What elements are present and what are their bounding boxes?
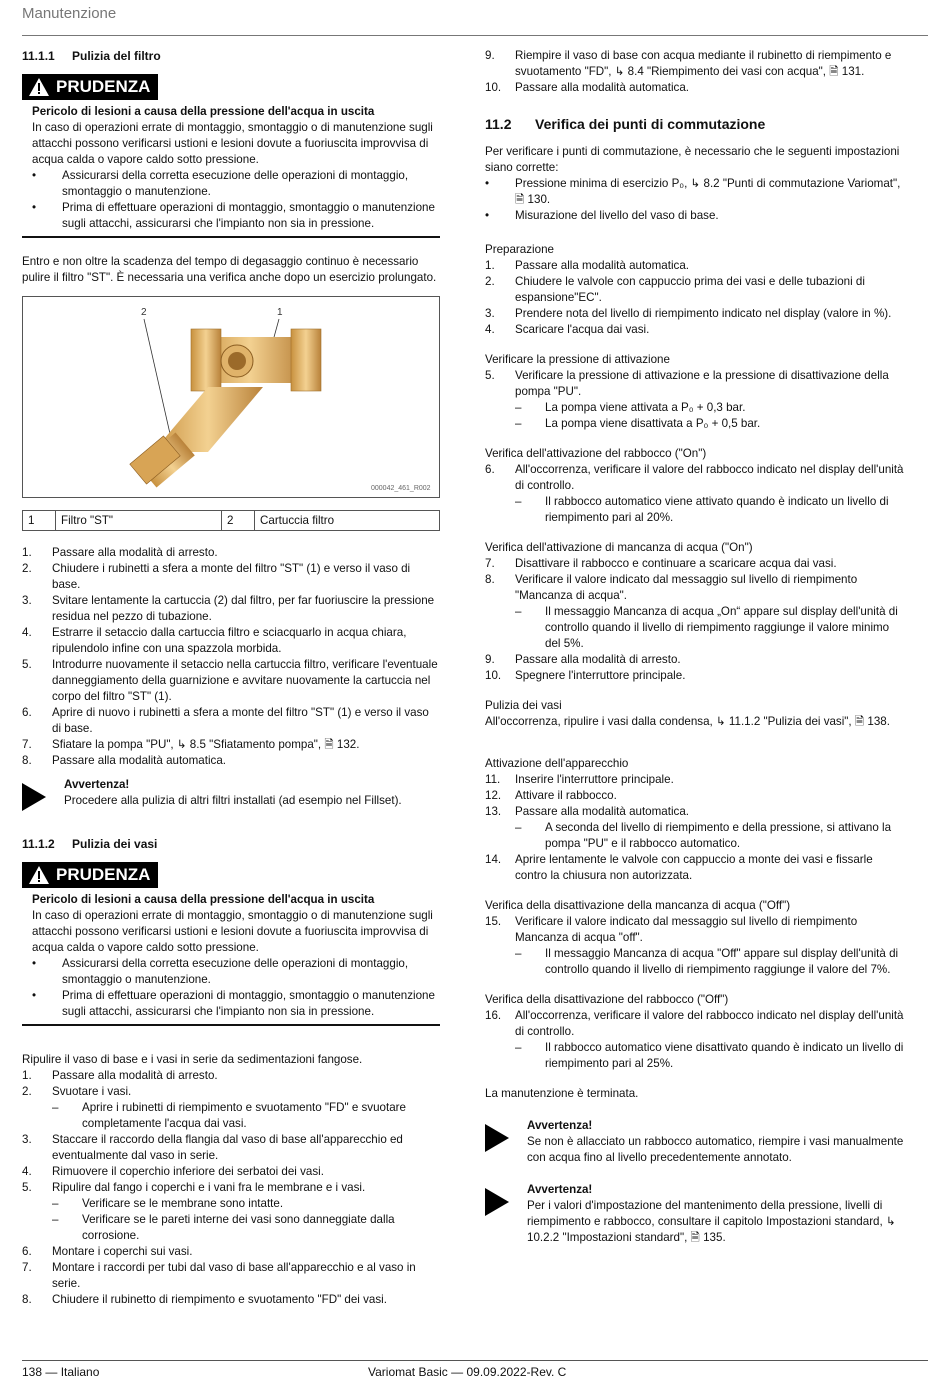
- subheading: Verifica della disattivazione del rabbocco ("Off"): [485, 993, 729, 1006]
- step-text: Prendere nota del livello di riempimento indicato nel display (valore in %).: [515, 307, 892, 320]
- step-text: Montare i coperchi sui vasi.: [52, 1245, 193, 1258]
- note-body: Procedere alla pulizia di altri filtri installati (ad esempio nel Fillset).: [64, 794, 402, 807]
- callout-1: 1: [277, 307, 283, 318]
- subheading: Attivazione dell'apparecchio: [485, 757, 629, 770]
- step-text: Svuotare i vasi.: [52, 1085, 132, 1098]
- step-number: 8.: [22, 754, 32, 767]
- sub-text: Il rabbocco automatico viene attivato quando è indicato un livello di riempimento pari al 20%.: [545, 495, 889, 524]
- bullet-text: Assicurarsi della corretta esecuzione delle operazioni di montaggio, smontaggio o manutenzione.: [62, 957, 409, 986]
- step-text: Ripulire dal fango i coperchi e i vani fra le membrane e i vasi.: [52, 1181, 366, 1194]
- step-number: 3.: [22, 594, 32, 607]
- sub-text: Il messaggio Mancanza di acqua „On“ appare sul display dell'unità di controllo quando il livello di riempimento raggiunge il valore minimo del 5%.: [545, 605, 898, 650]
- list-item: 1. Passare alla modalità automatica.: [485, 259, 689, 272]
- step-text: Passare alla modalità automatica.: [52, 754, 226, 767]
- note-title: Avvertenza!: [64, 778, 130, 791]
- list-item: 9. Riempire il vaso di base con acqua mediante il rubinetto di riempimento e svuotamento "FD", ↳ 8.4 "Riempimento dei vasi con acqua", 🗎 131.: [485, 48, 905, 80]
- list-item: 8. Verificare il valore indicato dal messaggio sul livello di riempimento "Mancanza di acqua".: [485, 572, 905, 604]
- step-text: Svitare lentamente la cartuccia (2) dal filtro, per far fuoriuscire la pressione residua nel pezzo di tubazione.: [52, 594, 435, 623]
- subheading: Verifica dell'attivazione del rabbocco ("On"): [485, 447, 707, 460]
- list-item: 5. Ripulire dal fango i coperchi e i vani fra le membrane e i vasi.: [22, 1181, 366, 1194]
- step-text: All'occorrenza, verificare il valore del rabbocco indicato nel display dell'unità di controllo.: [515, 463, 904, 492]
- list-item: 7. Disattivare il rabbocco e continuare a scaricare acqua dai vasi.: [485, 557, 837, 570]
- step-text: Passare alla modalità automatica.: [515, 81, 689, 94]
- sub-text: La pompa viene disattivata a P₀ + 0,5 bar.: [545, 417, 761, 430]
- callout-2: 2: [141, 307, 147, 318]
- step-text: Chiudere le valvole con cappuccio prima dei vasi e delle tubazioni di espansione"EC".: [515, 275, 865, 304]
- legend-text: Cartuccia filtro: [255, 511, 440, 531]
- sub-item: – La pompa viene attivata a P₀ + 0,3 bar.: [515, 401, 746, 414]
- sub-text: Il rabbocco automatico viene disattivato quando è indicato un livello di riempimento pari al 25%.: [545, 1041, 904, 1070]
- step-text: Passare alla modalità di arresto.: [515, 653, 681, 666]
- step-text: Aprire di nuovo i rubinetti a sfera a monte del filtro "ST" (1) e verso il vaso di base.: [52, 706, 429, 735]
- caution-badge: [22, 74, 158, 100]
- warning-triangle-icon: [28, 865, 50, 885]
- caution-label: PRUDENZA: [56, 865, 151, 884]
- play-arrow-icon: [485, 1188, 509, 1216]
- sub-item: – Verificare se le membrane sono intatte.: [52, 1197, 284, 1210]
- subheading: Verificare la pressione di attivazione: [485, 353, 670, 366]
- step-text: Introdurre nuovamente il setaccio nella cartuccia filtro, verificare l'eventuale danneggiamento della guarnizione e avvitare nuovamente la cartuccia nel corpo del filtro "ST" (1).: [52, 658, 438, 703]
- note-title: Avvertenza!: [527, 1119, 593, 1132]
- section-heading-filter: [22, 48, 440, 64]
- warning-bullet: • Prima di effettuare operazioni di montaggio, smontaggio o manutenzione sugli attacchi, assicurarsi che l'impianto non sia in pressione.: [32, 200, 440, 232]
- list-item: 7. Montare i raccordi per tubi dal vaso di base all'apparecchio e al vaso in serie.: [22, 1260, 440, 1292]
- list-item: [22, 753, 440, 769]
- step-text: Attivare il rabbocco.: [515, 789, 617, 802]
- subheading: Verifica della disattivazione della mancanza di acqua ("Off"): [485, 899, 791, 912]
- section-title: Pulizia dei vasi: [72, 837, 158, 851]
- bullet-item: • Pressione minima di esercizio P₀, ↳ 8.2 "Punti di commutazione Variomat", 🗎 130.: [485, 176, 905, 208]
- filter-figure: [22, 296, 440, 498]
- sub-text: Aprire i rubinetti di riempimento e svuotamento "FD" e svuotare completamente l'acqua dai vasi.: [82, 1101, 406, 1130]
- play-arrow-icon: [485, 1124, 509, 1152]
- list-item: [22, 705, 440, 737]
- sub-text: Verificare se le membrane sono intatte.: [82, 1197, 284, 1210]
- list-item: 16. All'occorrenza, verificare il valore del rabbocco indicato nel display dell'unità di controllo.: [485, 1009, 904, 1038]
- step-text: Chiudere i rubinetti a sfera a monte del filtro "ST" (1) e verso il vaso di base.: [52, 562, 411, 591]
- warning-box: [22, 862, 440, 1026]
- table-row: [23, 511, 440, 531]
- list-item: 6. Montare i coperchi sui vasi.: [22, 1245, 193, 1258]
- list-item: [22, 657, 440, 705]
- step-text: Disattivare il rabbocco e continuare a scaricare acqua dai vasi.: [515, 557, 837, 570]
- step-text: Riempire il vaso di base con acqua mediante il rubinetto di riempimento e svuotamento "FD", ↳ 8.4 "Riempimento dei vasi con acqua", 🗎 131.: [515, 49, 892, 78]
- warning-bullet: • Assicurarsi della corretta esecuzione delle operazioni di montaggio, smontaggio o manutenzione.: [32, 956, 440, 988]
- step-text: Sfiatare la pompa "PU", ↳ 8.5 "Sfiatamento pompa", 🗎 132.: [52, 738, 360, 751]
- step-text: Passare alla modalità di arresto.: [52, 546, 218, 559]
- step-text: Inserire l'interruttore principale.: [515, 773, 674, 786]
- bullet-text: Prima di effettuare operazioni di montaggio, smontaggio o manutenzione sugli attacchi, assicurarsi che l'impianto non sia in pressione.: [62, 201, 435, 230]
- step-number: 2.: [22, 562, 32, 575]
- list-item: [22, 561, 440, 593]
- step-text: Staccare il raccordo della flangia dal vaso di base all'apparecchio ed eventualmente dal vaso in serie.: [52, 1133, 403, 1162]
- sub-text: Verificare se le pareti interne dei vasi sono danneggiate dalla corrosione.: [82, 1213, 395, 1242]
- list-item: [22, 545, 440, 561]
- step-number: 4.: [22, 626, 32, 639]
- warning-title: Pericolo di lesioni a causa della pressione dell'acqua in uscita: [32, 893, 375, 906]
- note-box: [22, 777, 440, 816]
- sub-text: La pompa viene attivata a P₀ + 0,3 bar.: [545, 401, 746, 414]
- footer-document: Variomat Basic — 09.09.2022-Rev. C: [368, 1365, 567, 1379]
- step-text: Verificare la pressione di attivazione e la pressione di disattivazione della pompa "PU".: [515, 369, 889, 398]
- bullet-text: Misurazione del livello del vaso di base.: [515, 209, 719, 222]
- list-item: 11. Inserire l'interruttore principale.: [485, 773, 674, 786]
- subheading: Verifica dell'attivazione di mancanza di acqua ("On"): [485, 541, 753, 554]
- list-item: [22, 593, 440, 625]
- list-item: 12. Attivare il rabbocco.: [485, 789, 617, 802]
- legend-number: 2: [222, 511, 255, 531]
- list-item: 4. Rimuovere il coperchio inferiore dei serbatoi dei vasi.: [22, 1165, 324, 1178]
- header-section: Manutenzione: [22, 5, 117, 22]
- sub-text: Il messaggio Mancanza di acqua "Off" appare sul display dell'unità di controllo quando il livello di riempimento raggiunge il valore del 7%.: [545, 947, 899, 976]
- sub-text: A seconda del livello di riempimento e della pressione, si attivano la pompa "PU" e il rabbocco automatico.: [545, 821, 892, 850]
- list-item: [22, 737, 440, 753]
- note-body: Se non è allacciato un rabbocco automatico, riempire i vasi manualmente con acqua fino al livello precedentemente annotato.: [527, 1135, 904, 1164]
- sub-item: – Verificare se le pareti interne dei vasi sono danneggiate dalla corrosione.: [52, 1212, 440, 1244]
- list-item: 13. Passare alla modalità automatica.: [485, 805, 689, 818]
- sub-item: – A seconda del livello di riempimento e della pressione, si attivano la pompa "PU" e il rabbocco automatico.: [515, 820, 905, 852]
- list-item: 3. Staccare il raccordo della flangia dal vaso di base all'apparecchio ed eventualmente dal vaso in serie.: [22, 1132, 440, 1164]
- note-box: [485, 1182, 905, 1246]
- list-item: 9. Passare alla modalità di arresto.: [485, 653, 681, 666]
- list-item: 15. Verificare il valore indicato dal messaggio sul livello di riempimento Mancanza di acqua "off".: [485, 914, 905, 946]
- note-title: Avvertenza!: [527, 1183, 593, 1196]
- section-number: 11.1.1: [22, 49, 55, 63]
- sub-item: – Il messaggio Mancanza di acqua „On“ appare sul display dell'unità di controllo quando il livello di riempimento raggiunge il valore minimo del 5%.: [515, 604, 905, 652]
- note-body: Per i valori d'impostazione del mantenimento della pressione, livelli di riempimento e rabbocco, consultare il capitolo Impostazioni standard, ↳ 10.2.2 "Impostazioni standard", 🗎 135.: [527, 1199, 896, 1244]
- steps-list-filter: [22, 545, 440, 769]
- right-column: [485, 48, 905, 1262]
- step-text: Passare alla modalità automatica.: [515, 259, 689, 272]
- bullet-text: Assicurarsi della corretta esecuzione delle operazioni di montaggio, smontaggio o manutenzione.: [62, 169, 409, 198]
- list-item: 6. All'occorrenza, verificare il valore del rabbocco indicato nel display dell'unità di controllo.: [485, 463, 904, 492]
- footer-divider: [22, 1360, 928, 1361]
- step-number: 7.: [22, 738, 32, 751]
- list-item: [22, 625, 440, 657]
- list-item: 3. Prendere nota del livello di riempimento indicato nel display (valore in %).: [485, 307, 892, 320]
- sub-item: – Il rabbocco automatico viene attivato quando è indicato un livello di riempimento pari al 20%.: [515, 494, 905, 526]
- list-item: 10. Passare alla modalità automatica.: [485, 81, 689, 94]
- step-text: Verificare il valore indicato dal messaggio sul livello di riempimento "Mancanza di acqua".: [515, 573, 858, 602]
- list-item: 4. Scaricare l'acqua dai vasi.: [485, 323, 650, 336]
- legend-text: Filtro "ST": [56, 511, 222, 531]
- section-heading-switchpoints: [485, 116, 905, 132]
- intro-paragraph: Ripulire il vaso di base e i vasi in serie da sedimentazioni fangose.: [22, 1053, 363, 1066]
- list-item: 10. Spegnere l'interruttore principale.: [485, 669, 686, 682]
- subheading: Pulizia dei vasi: [485, 699, 562, 712]
- step-text: Chiudere il rubinetto di riempimento e svuotamento "FD" dei vasi.: [52, 1293, 387, 1306]
- warning-body: In caso di operazioni errate di montaggio, smontaggio o di manutenzione sugli attacchi possono verificarsi ustioni e lesioni dovute a fuoriuscita improvvisa di acqua calda o vapore caldo sotto pressione.: [32, 909, 433, 954]
- warning-box: [22, 74, 440, 238]
- note-box: [485, 1118, 905, 1166]
- section-title: Verifica dei punti di commutazione: [535, 116, 766, 132]
- step-text: Montare i raccordi per tubi dal vaso di base all'apparecchio e al vaso in serie.: [52, 1261, 416, 1290]
- warning-title: Pericolo di lesioni a causa della pressione dell'acqua in uscita: [32, 105, 375, 118]
- step-text: Passare alla modalità di arresto.: [52, 1069, 218, 1082]
- list-item: 14. Aprire lentamente le valvole con cappuccio a monte dei vasi e fissarle contro la chiusura non autorizzata.: [485, 852, 905, 884]
- list-item: 5. Verificare la pressione di attivazione e la pressione di disattivazione della pompa "PU".: [485, 368, 905, 400]
- sub-item: – Il messaggio Mancanza di acqua "Off" appare sul display dell'unità di controllo quando il livello di riempimento raggiunge il valore del 7%.: [515, 946, 905, 978]
- step-text: Spegnere l'interruttore principale.: [515, 669, 686, 682]
- paragraph: La manutenzione è terminata.: [485, 1087, 639, 1100]
- section-heading-vessels: [22, 836, 440, 852]
- sub-item: – La pompa viene disattivata a P₀ + 0,5 bar.: [515, 417, 761, 430]
- step-text: Aprire lentamente le valvole con cappuccio a monte dei vasi e fissarle contro la chiusura non autorizzata.: [515, 853, 873, 882]
- list-item: 2. Svuotare i vasi.: [22, 1085, 132, 1098]
- list-item: 1. Passare alla modalità di arresto.: [22, 1069, 218, 1082]
- paragraph: All'occorrenza, ripulire i vasi dalla condensa, ↳ 11.1.2 "Pulizia dei vasi", 🗎 138.: [485, 715, 890, 728]
- section-number: 11.2: [485, 116, 512, 132]
- play-arrow-icon: [22, 783, 46, 811]
- step-text: Verificare il valore indicato dal messaggio sul livello di riempimento Mancanza di acqua "off".: [515, 915, 858, 944]
- step-number: 5.: [22, 658, 32, 671]
- sub-item: – Il rabbocco automatico viene disattivato quando è indicato un livello di riempimento pari al 25%.: [515, 1041, 904, 1070]
- warning-body: In caso di operazioni errate di montaggio, smontaggio o di manutenzione sugli attacchi possono verificarsi ustioni e lesioni dovute a fuoriuscita improvvisa di acqua calda o vapore caldo sotto pressione.: [32, 121, 433, 166]
- section-title: Pulizia del filtro: [72, 49, 161, 63]
- intro-paragraph: Entro e non oltre la scadenza del tempo di degasaggio continuo è necessario pulire il filtro "ST". È necessaria una verifica anche dopo un esercizio prolungato.: [22, 255, 437, 284]
- filter-illustration: [23, 297, 439, 495]
- bullet-text: Pressione minima di esercizio P₀, ↳ 8.2 "Punti di commutazione Variomat", 🗎 130.: [515, 177, 901, 206]
- caution-label: PRUDENZA: [56, 77, 151, 96]
- subheading: Preparazione: [485, 243, 554, 256]
- list-item: 8. Chiudere il rubinetto di riempimento e svuotamento "FD" dei vasi.: [22, 1293, 387, 1306]
- step-text: Passare alla modalità automatica.: [515, 805, 689, 818]
- caution-badge: [22, 862, 158, 888]
- warning-bullet: • Prima di effettuare operazioni di montaggio, smontaggio o manutenzione sugli attacchi, assicurarsi che l'impianto non sia in pressione.: [32, 988, 440, 1020]
- warning-triangle-icon: [28, 77, 50, 97]
- bullet-item: • Misurazione del livello del vaso di base.: [485, 209, 719, 222]
- step-number: 6.: [22, 706, 32, 719]
- footer-page: 138 — Italiano: [22, 1365, 100, 1379]
- step-text: Scaricare l'acqua dai vasi.: [515, 323, 650, 336]
- sub-item: – Aprire i rubinetti di riempimento e svuotamento "FD" e svuotare completamente l'acqua dai vasi.: [52, 1100, 440, 1132]
- figure-code: 000042_461_R002: [371, 485, 431, 492]
- intro-paragraph: Per verificare i punti di commutazione, è necessario che le seguenti impostazioni siano corrette:: [485, 145, 900, 174]
- list-item: 2. Chiudere le valvole con cappuccio prima dei vasi e delle tubazioni di espansione"EC".: [485, 274, 905, 306]
- legend-number: 1: [23, 511, 56, 531]
- left-column: [22, 48, 440, 1308]
- header-divider: [22, 35, 928, 36]
- bullet-text: Prima di effettuare operazioni di montaggio, smontaggio o manutenzione sugli attacchi, assicurarsi che l'impianto non sia in pressione.: [62, 989, 435, 1018]
- step-text: All'occorrenza, verificare il valore del rabbocco indicato nel display dell'unità di controllo.: [515, 1009, 904, 1038]
- warning-bullet: • Assicurarsi della corretta esecuzione delle operazioni di montaggio, smontaggio o manutenzione.: [32, 168, 440, 200]
- step-text: Estrarre il setaccio dalla cartuccia filtro e sciacquarlo in acqua chiara, ripulendolo infine con una spazzola morbida.: [52, 626, 407, 655]
- step-text: Rimuovere il coperchio inferiore dei serbatoi dei vasi.: [52, 1165, 324, 1178]
- step-number: 1.: [22, 546, 32, 559]
- section-number: 11.1.2: [22, 837, 55, 851]
- legend-table: [22, 510, 440, 531]
